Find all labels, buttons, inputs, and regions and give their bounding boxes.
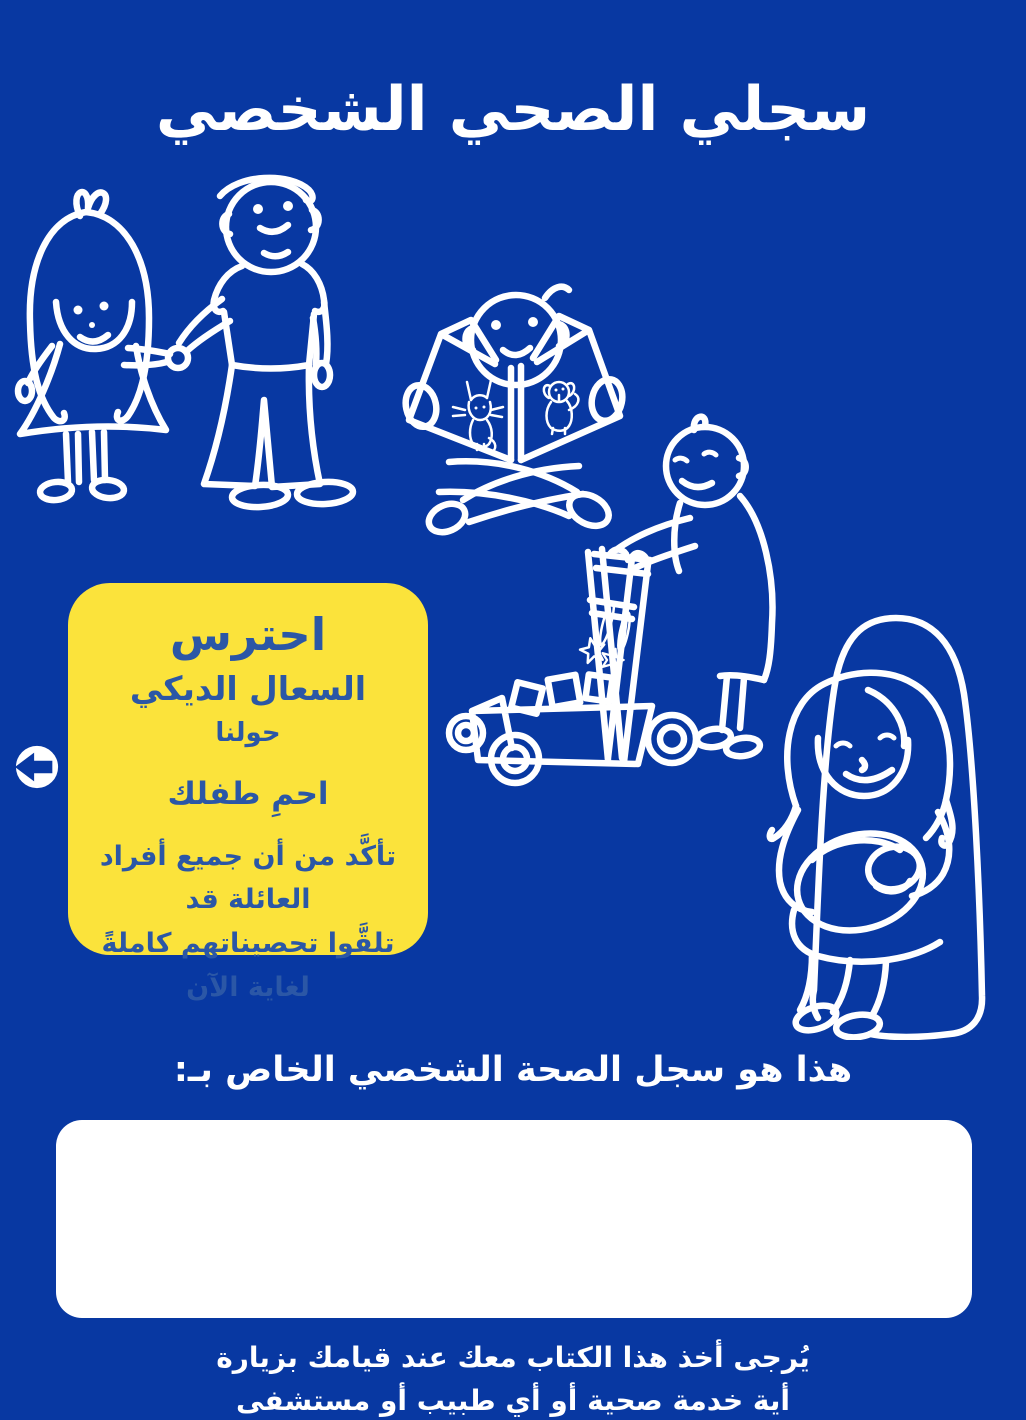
warning-body-line-2: تلقَّوا تحصيناتهم كاملةً لغاية الآن [101,928,395,1003]
page-title: سجلي الصحي الشخصي [155,74,871,145]
warning-subheading: السعال الديكي [129,668,367,708]
girl-and-boy-illustration [8,172,374,520]
footer-line-2: أية خدمة صحية أو أي طبيب أو مستشفى [235,1384,790,1418]
mother-baby-illustration [700,598,1026,1040]
footer-note [0,1336,1026,1420]
whooping-cough-warning-box [68,583,428,1003]
warning-body [86,835,410,1010]
record-owner-label: هذا هو سجل الصحة الشخصي الخاص بـ: [173,1050,853,1090]
footer-line-1: يُرجى أخذ هذا الكتاب معك عند قيامك بزيارة [216,1341,810,1374]
protect-your-child-line: احمِ طفلك [167,775,329,812]
hair-sprout [545,287,569,298]
star-icon [578,636,607,664]
back-arrow-icon [14,744,60,790]
warning-heading: احترس [169,608,327,661]
warning-subheading-2: حولنا [215,718,281,749]
warning-body-line-1: تأكَّد من أن جميع أفراد العائلة قد [99,840,397,916]
name-entry-box[interactable] [56,1120,972,1318]
